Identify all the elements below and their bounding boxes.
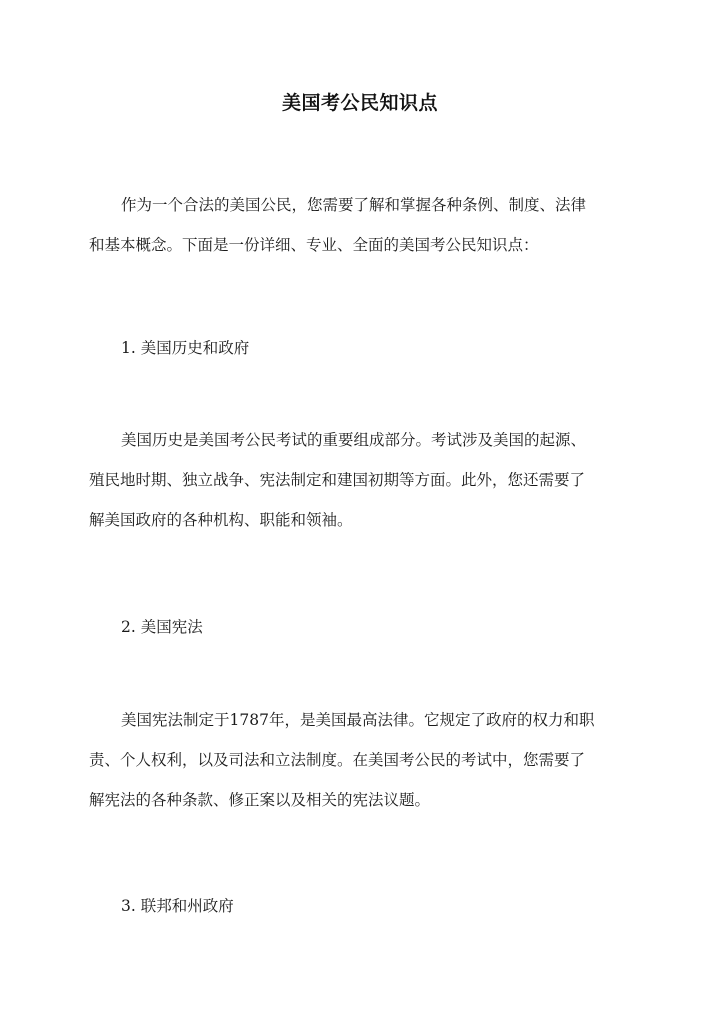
section-1-line-2: 殖民地时期、独立战争、宪法制定和建国初期等方面。此外，您还需要了 (89, 471, 586, 489)
section-1-heading: 1. 美国历史和政府 (121, 339, 250, 357)
section-3-heading: 3. 联邦和州政府 (121, 897, 234, 915)
section-2-line-1: 美国宪法制定于1787年，是美国最高法律。它规定了政府的权力和职 (121, 711, 595, 729)
section-1-line-1: 美国历史是美国考公民考试的重要组成部分。考试涉及美国的起源、 (121, 431, 587, 449)
intro-line-1: 作为一个合法的美国公民，您需要了解和掌握各种条例、制度、法律 (121, 196, 587, 214)
section-2-line-2: 责、个人权利，以及司法和立法制度。在美国考公民的考试中，您需要了 (89, 751, 586, 769)
section-1-paragraph (89, 420, 634, 540)
section-1-line-3: 解美国政府的各种机构、职能和领袖。 (89, 511, 353, 529)
document-title: 美国考公民知识点 (281, 92, 438, 114)
intro-paragraph (89, 185, 634, 265)
section-2-heading: 2. 美国宪法 (121, 618, 203, 636)
intro-line-2: 和基本概念。下面是一份详细、专业、全面的美国考公民知识点： (89, 236, 539, 254)
section-2-line-3: 解宪法的各种条款、修正案以及相关的宪法议题。 (89, 791, 431, 809)
section-2-paragraph (89, 700, 634, 820)
